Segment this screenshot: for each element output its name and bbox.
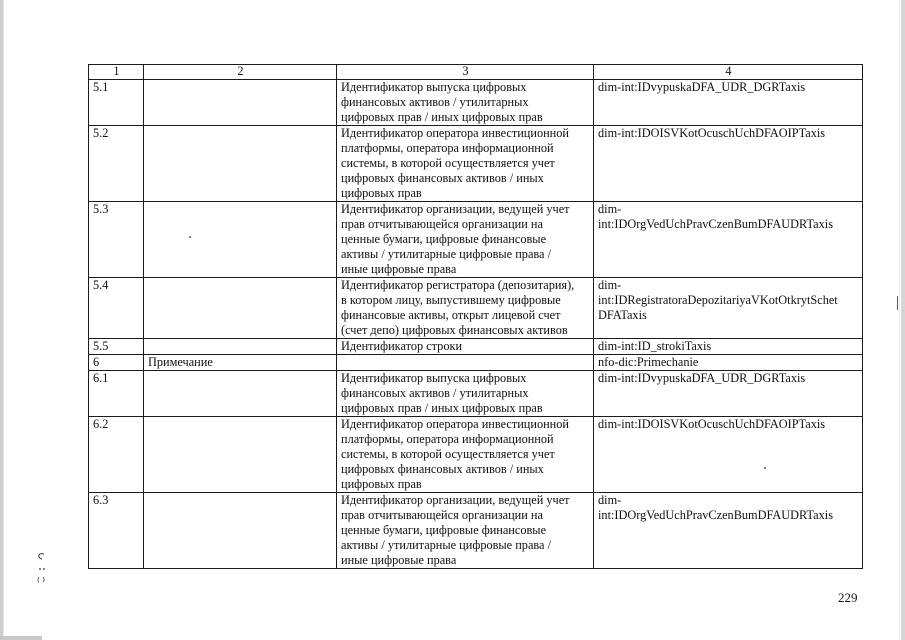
- row-name-cell: Примечание: [144, 355, 337, 371]
- row-name-cell: [144, 278, 337, 339]
- row-name-cell: [144, 80, 337, 126]
- description-line: в котором лицу, выпустившему цифровые: [341, 293, 561, 307]
- description-line: иные цифровые права: [341, 553, 457, 567]
- description-line: Идентификатор выпуска цифровых: [341, 80, 527, 94]
- row-name-cell: [144, 202, 337, 278]
- scan-speck: [764, 467, 766, 469]
- table-row: [89, 126, 863, 202]
- row-code-cell: [594, 493, 863, 569]
- description-line: цифровых прав / иных цифровых прав: [341, 110, 543, 124]
- row-code-cell: [594, 371, 863, 417]
- table-row: [89, 80, 863, 126]
- table-row: [89, 278, 863, 339]
- row-code-cell: [594, 278, 863, 339]
- row-number-cell: 6: [89, 355, 144, 371]
- row-name-cell: [144, 493, 337, 569]
- row-number-cell: 5.1: [89, 80, 144, 126]
- table-header: [89, 65, 863, 80]
- description-line: Идентификатор организации, ведущей учет: [341, 493, 570, 507]
- row-number-cell: 6.3: [89, 493, 144, 569]
- table-row: [89, 371, 863, 417]
- table-body: [89, 80, 863, 569]
- description-line: Идентификатор организации, ведущей учет: [341, 202, 570, 216]
- row-number-cell: 5.3: [89, 202, 144, 278]
- row-description-cell: [337, 339, 594, 355]
- description-line: Идентификатор оператора инвестиционной: [341, 417, 569, 431]
- description-line: цифровых прав / иных цифровых прав: [341, 401, 543, 415]
- scan-edge-right: [901, 0, 905, 640]
- row-number-cell: 6.1: [89, 371, 144, 417]
- row-code-cell: [594, 339, 863, 355]
- description-line: прав отчитывающейся организации на: [341, 217, 543, 231]
- table-row: [89, 355, 863, 371]
- table-row: [89, 339, 863, 355]
- scan-speck: [897, 296, 898, 310]
- description-line: системы, в которой осуществляется учет: [341, 156, 555, 170]
- code-line: dim-: [598, 202, 622, 216]
- description-line: цифровых финансовых активов / иных: [341, 171, 544, 185]
- scan-edge-shadow-right: [899, 0, 900, 640]
- code-line: dim-int:IDvypuskaDFA_UDR_DGRTaxis: [598, 371, 806, 385]
- table-row: [89, 493, 863, 569]
- code-line: int:IDOrgVedUchPravCzenBumDFAUDRTaxis: [598, 508, 833, 522]
- margin-mark-dot: [39, 568, 41, 570]
- code-line: dim-int:ID_strokiTaxis: [598, 339, 712, 353]
- description-line: финансовые активы, открыт лицевой счет: [341, 308, 561, 322]
- description-line: платформы, оператора информационной: [341, 141, 554, 155]
- description-line: активы / утилитарные цифровые права /: [341, 538, 551, 552]
- column-header-2: 2: [144, 65, 337, 80]
- row-code-cell: [594, 202, 863, 278]
- row-number-cell: 5.2: [89, 126, 144, 202]
- description-line: Идентификатор регистратора (депозитария),: [341, 278, 575, 292]
- row-description-cell: [337, 80, 594, 126]
- row-code-cell: [594, 355, 863, 371]
- row-code-cell: [594, 417, 863, 493]
- code-line: nfo-dic:Primechanie: [598, 355, 699, 369]
- description-line: системы, в которой осуществляется учет: [341, 447, 555, 461]
- description-line: иные цифровые права: [341, 262, 457, 276]
- description-line: цифровых прав: [341, 477, 422, 491]
- code-line: DFATaxis: [598, 308, 647, 322]
- description-line: ценные бумаги, цифровые финансовые: [341, 523, 547, 537]
- description-line: активы / утилитарные цифровые права /: [341, 247, 551, 261]
- description-line: Идентификатор строки: [341, 339, 463, 353]
- code-line: dim-: [598, 278, 622, 292]
- description-line: платформы, оператора информационной: [341, 432, 554, 446]
- scan-edge-shadow-left: [3, 0, 4, 640]
- code-line: dim-int:IDvypuskaDFA_UDR_DGRTaxis: [598, 80, 806, 94]
- column-header-1: 1: [89, 65, 144, 80]
- row-name-cell: [144, 371, 337, 417]
- description-line: цифровых прав: [341, 186, 422, 200]
- code-line: dim-int:IDOISVKotOcuschUchDFAOIPTaxis: [598, 126, 826, 140]
- description-line: цифровых финансовых активов / иных: [341, 462, 544, 476]
- row-name-cell: [144, 417, 337, 493]
- document-table: [88, 64, 863, 569]
- row-description-cell: [337, 417, 594, 493]
- margin-binding-marks: [36, 548, 46, 584]
- row-description-cell: [337, 371, 594, 417]
- table-row: [89, 417, 863, 493]
- row-name-cell: [144, 126, 337, 202]
- margin-mark-dot: [43, 568, 45, 570]
- description-line: ценные бумаги, цифровые финансовые: [341, 232, 547, 246]
- margin-mark-paren-right: [43, 577, 44, 582]
- row-number-cell: 5.4: [89, 278, 144, 339]
- description-line: финансовых активов / утилитарных: [341, 95, 529, 109]
- table-row: [89, 202, 863, 278]
- header-row: [89, 65, 863, 80]
- description-line: Идентификатор оператора инвестиционной: [341, 126, 569, 140]
- row-name-cell: [144, 339, 337, 355]
- row-code-cell: [594, 126, 863, 202]
- page-number: 229: [838, 590, 858, 605]
- row-description-cell: [337, 126, 594, 202]
- scan-artifact-bar: [0, 636, 42, 640]
- row-number-cell: 5.5: [89, 339, 144, 355]
- row-description-cell: [337, 202, 594, 278]
- description-line: финансовых активов / утилитарных: [341, 386, 529, 400]
- description-line: [341, 355, 590, 370]
- row-number-cell: 6.2: [89, 417, 144, 493]
- code-line: dim-int:IDOISVKotOcuschUchDFAOIPTaxis: [598, 417, 826, 431]
- code-line: int:IDOrgVedUchPravCzenBumDFAUDRTaxis: [598, 217, 833, 231]
- margin-mark-paren-left: [38, 577, 39, 582]
- scan-speck: [189, 236, 191, 238]
- description-line: (счет депо) цифровых финансовых активов: [341, 323, 568, 337]
- row-description-cell: [337, 355, 594, 371]
- row-code-cell: [594, 80, 863, 126]
- row-description-cell: [337, 278, 594, 339]
- code-line: dim-: [598, 493, 622, 507]
- margin-mark-arc: [39, 554, 44, 559]
- column-header-4: 4: [594, 65, 863, 80]
- row-description-cell: [337, 493, 594, 569]
- column-header-3: 3: [337, 65, 594, 80]
- code-line: int:IDRegistratoraDepozitariyaVKotOtkrytSchet: [598, 293, 838, 307]
- description-line: Идентификатор выпуска цифровых: [341, 371, 527, 385]
- description-line: прав отчитывающейся организации на: [341, 508, 543, 522]
